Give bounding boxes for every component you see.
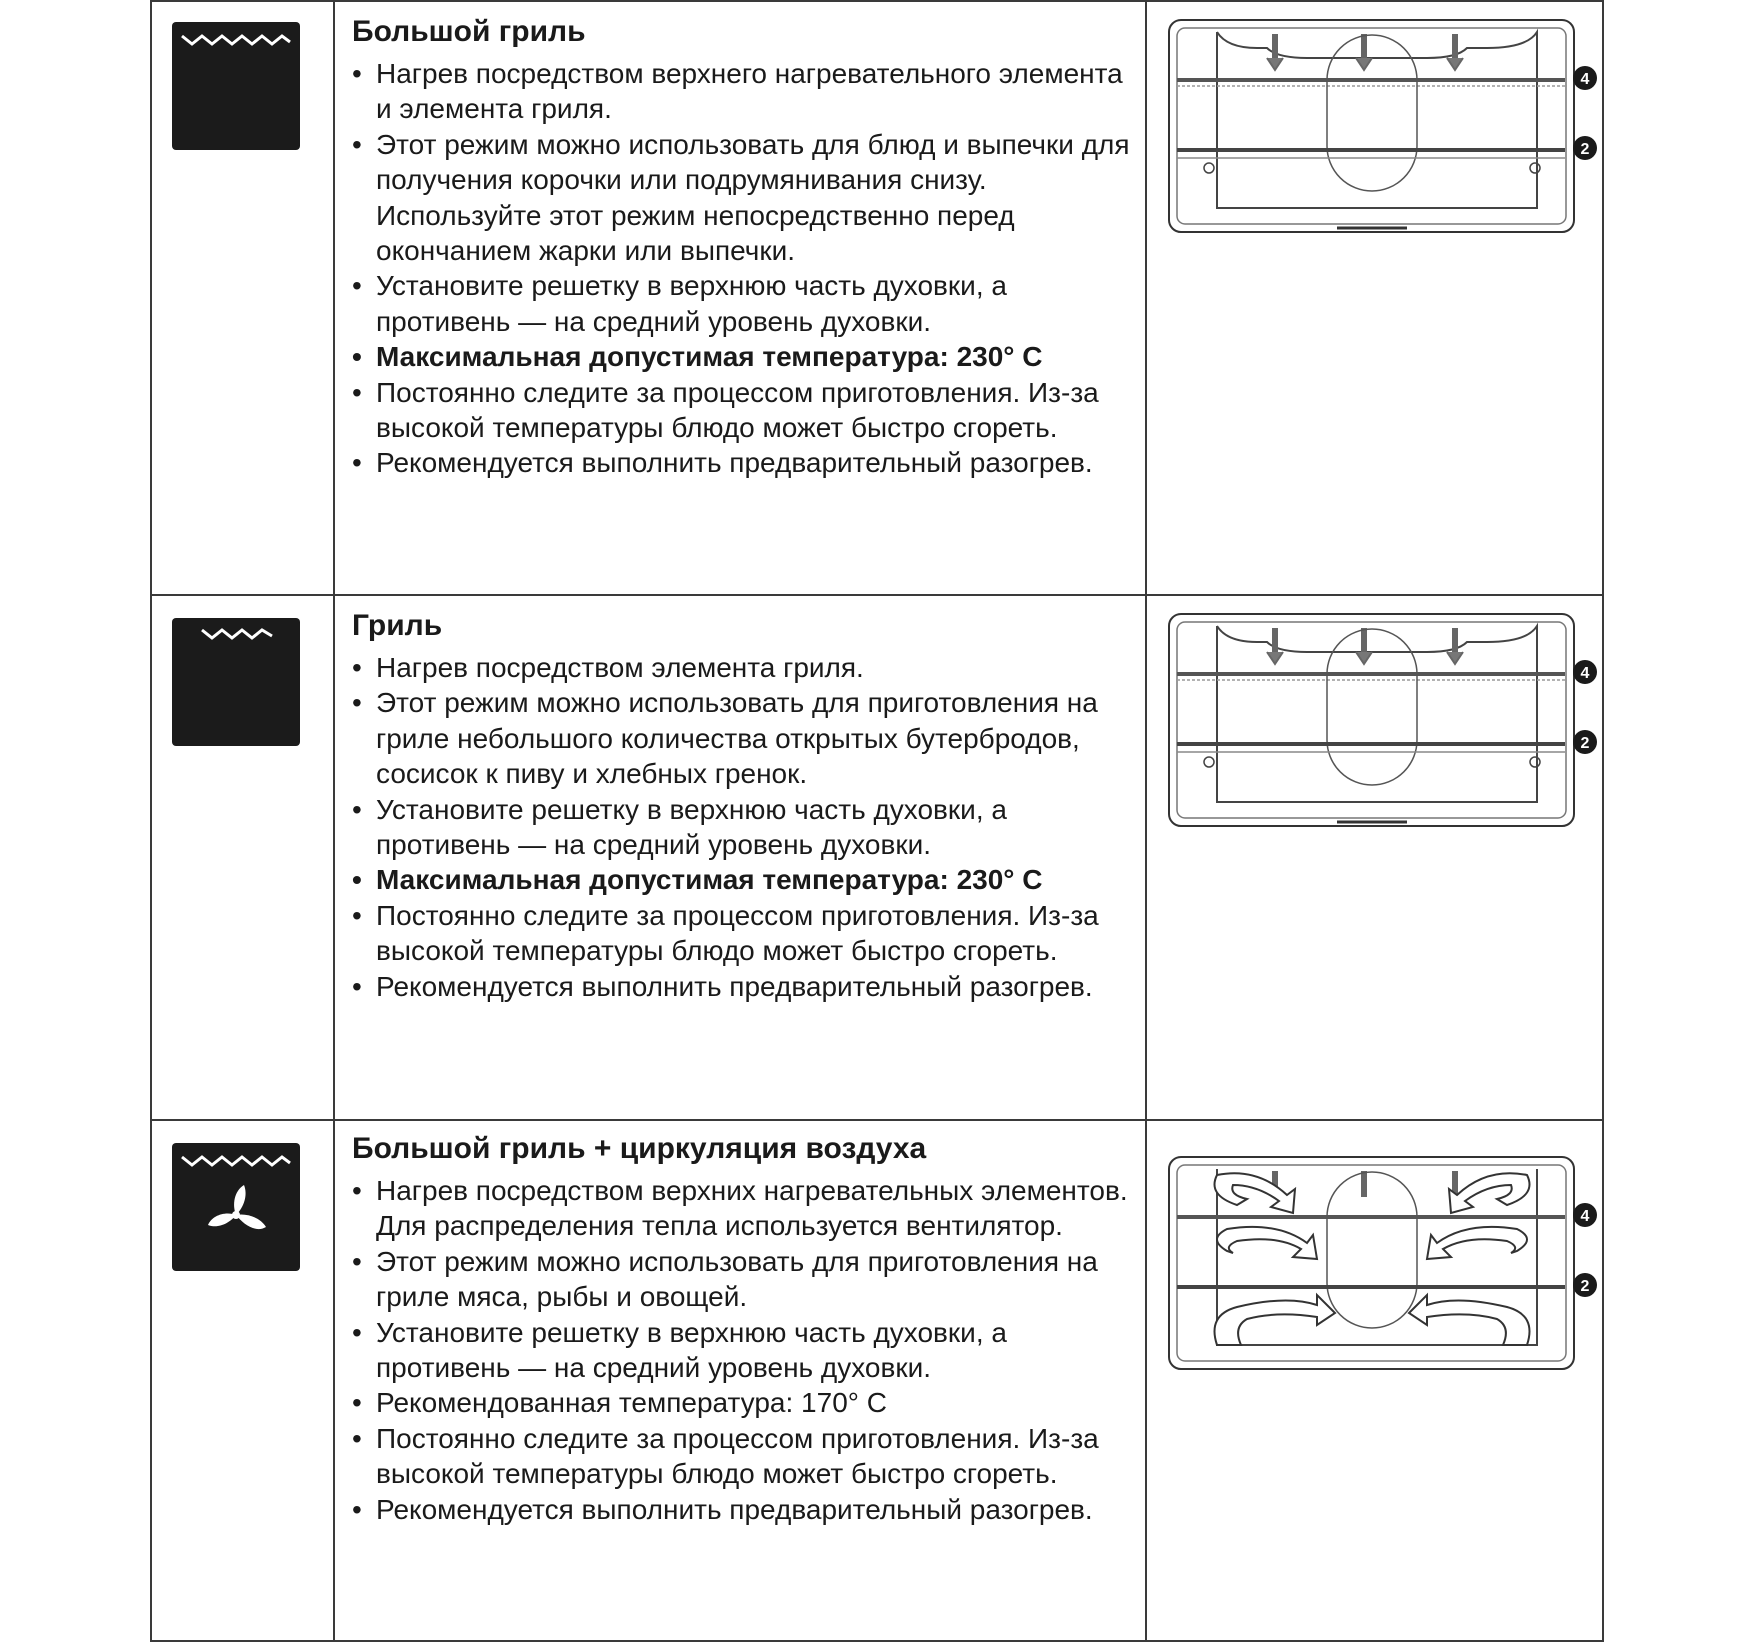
list-item: • Постоянно следите за процессом приготовления. Из-за высокой температуры блюдо может быстро сгореть. <box>352 1421 1142 1492</box>
mode-title: Большой гриль + циркуляция воздуха <box>352 1132 927 1165</box>
oven-diagram <box>1167 18 1597 238</box>
list-item: • Установите решетку в верхнюю часть духовки, а противень — на средний уровень духовки. <box>352 1315 1142 1386</box>
list-item: • Рекомендуется выполнить предварительный разогрев. <box>352 1492 1142 1527</box>
level-label: 2 <box>1580 141 1590 158</box>
mode-description <box>352 608 1142 1004</box>
oven-diagram <box>1167 612 1597 832</box>
list-item-max-temperature: • Максимальная допустимая температура: 230° С <box>352 339 1142 374</box>
list-item: • Постоянно следите за процессом приготовления. Из-за высокой температуры блюдо может быстро сгореть. <box>352 898 1142 969</box>
list-item: • Рекомендуется выполнить предварительный разогрев. <box>352 445 1142 480</box>
mode-title: Большой гриль <box>352 15 586 48</box>
list-item-max-temperature: • Максимальная допустимая температура: 230° С <box>352 862 1142 897</box>
mode-row-large-grill <box>152 2 1602 596</box>
mode-items-list <box>352 1173 1142 1527</box>
level-label: 2 <box>1580 735 1590 752</box>
top-large-grill-icon <box>172 22 300 150</box>
oven-modes-table <box>150 0 1604 1642</box>
mode-title: Гриль <box>352 609 443 642</box>
mode-row-large-grill-fan <box>152 1121 1602 1642</box>
list-item: • Этот режим можно использовать для приготовления на гриле мяса, рыбы и овощей. <box>352 1244 1142 1315</box>
list-item: • Рекомендуется выполнить предварительный разогрев. <box>352 969 1142 1004</box>
level-label: 4 <box>1580 1208 1590 1225</box>
list-item: • Нагрев посредством верхнего нагревательного элемента и элемента гриля. <box>352 56 1142 127</box>
grill-icon <box>172 618 300 746</box>
mode-items-list <box>352 650 1142 1004</box>
mode-row-grill <box>152 596 1602 1121</box>
large-grill-fan-icon <box>172 1143 300 1271</box>
list-item-recommended-temperature: • Рекомендованная температура: 170° С <box>352 1385 1142 1420</box>
mode-description <box>352 14 1142 481</box>
mode-description <box>352 1131 1142 1527</box>
list-item: • Нагрев посредством верхних нагревательных элементов. Для распределения тепла используется вентилятор. <box>352 1173 1142 1244</box>
list-item: • Нагрев посредством элемента гриля. <box>352 650 1142 685</box>
level-label: 4 <box>1580 71 1590 88</box>
oven-diagram-fan <box>1167 1155 1597 1375</box>
list-item: • Этот режим можно использовать для блюд и выпечки для получения корочки или подрумянивания снизу. Используйте этот режим непосредственно перед окончанием жарки или выпечки. <box>352 127 1142 269</box>
list-item: • Установите решетку в верхнюю часть духовки, а противень — на средний уровень духовки. <box>352 268 1142 339</box>
level-label: 4 <box>1580 665 1590 682</box>
list-item: • Постоянно следите за процессом приготовления. Из-за высокой температуры блюдо может быстро сгореть. <box>352 375 1142 446</box>
list-item: • Установите решетку в верхнюю часть духовки, а противень — на средний уровень духовки. <box>352 792 1142 863</box>
mode-items-list <box>352 56 1142 481</box>
level-label: 2 <box>1580 1278 1590 1295</box>
list-item: • Этот режим можно использовать для приготовления на гриле небольшого количества открытых бутербродов, сосисок к пиву и хлебных гренок. <box>352 685 1142 791</box>
